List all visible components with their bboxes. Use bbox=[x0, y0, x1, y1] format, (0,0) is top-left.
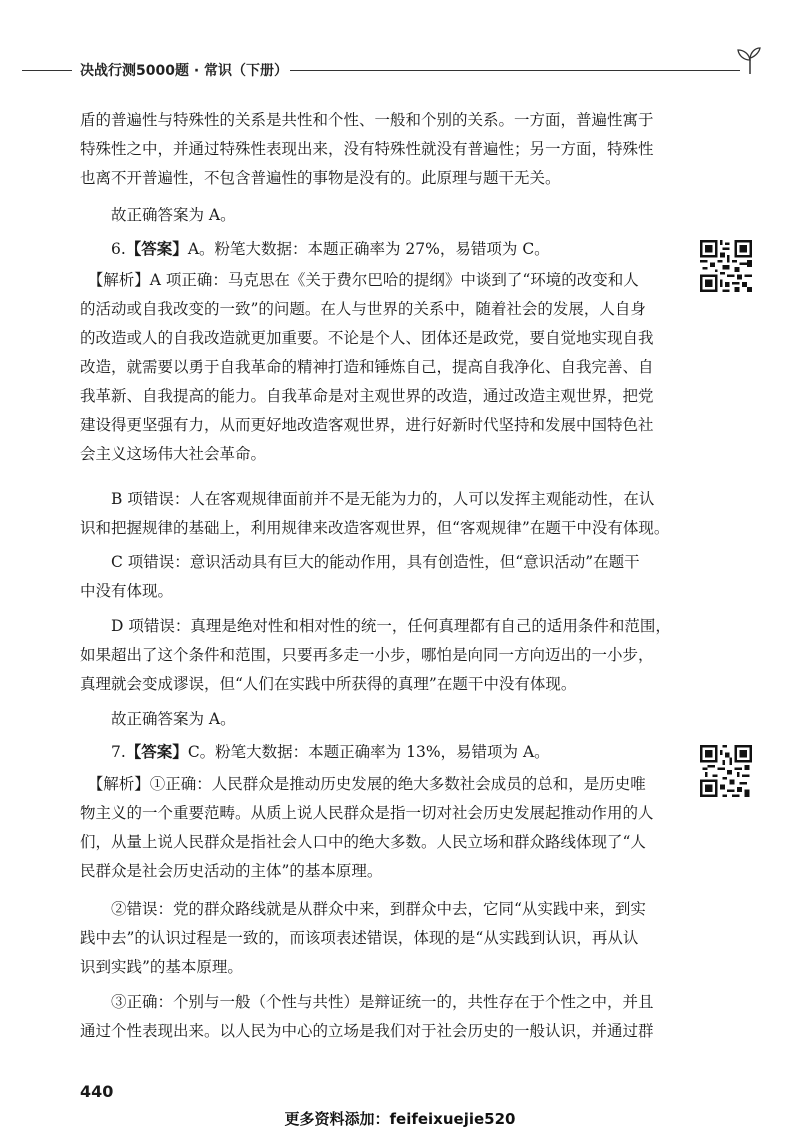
question-7-analysis bbox=[80, 770, 680, 886]
option-d-analysis bbox=[80, 612, 680, 699]
text-line: D 项错误：真理是绝对性和相对性的统一，任何真理都有自己的适用条件和范围， bbox=[80, 617, 671, 635]
page-number: 440 bbox=[80, 1082, 114, 1101]
text-line: 识和把握规律的基础上，利用规律来改造客观世界，但“客观规律”在题干中没有体现。 bbox=[80, 519, 670, 537]
text-line: ②错误：党的群众路线就是从群众中来，到群众中去，它同“从实践中来，到实 bbox=[80, 900, 646, 918]
option-c-analysis bbox=[80, 548, 680, 606]
text-line: 的活动或自我改变的一致”的问题。在人与世界的关系中，随着社会的发展，人自身 bbox=[80, 300, 646, 318]
text-line: C 项错误：意识活动具有巨大的能动作用，具有创造性，但“意识活动”在题干 bbox=[80, 553, 640, 571]
text-line: 们，从量上说人民群众是指社会人口中的绝大多数。人民立场和群众路线体现了“人 bbox=[80, 833, 646, 851]
item-3-analysis bbox=[80, 988, 680, 1046]
text-line: 我革新、自我提高的能力。自我革命是对主观世界的改造，通过改造主观世界，把党 bbox=[80, 387, 654, 405]
text-line: 物主义的一个重要范畴。从质上说人民群众是指一切对社会历史发展起推动作用的人 bbox=[80, 804, 654, 822]
running-header bbox=[22, 58, 758, 82]
question-7-answer bbox=[80, 737, 680, 766]
text-line: 识到实践”的基本原理。 bbox=[80, 958, 243, 976]
book-title: 决战行测5000题 · 常识（下册） bbox=[80, 63, 289, 79]
text-line: 故正确答案为 A。 bbox=[80, 710, 236, 728]
text-line: 【解析】A 项正确：马克思在《关于费尔巴哈的提纲》中谈到了“环境的改变和人 bbox=[80, 271, 639, 289]
qr-code-icon bbox=[700, 240, 752, 292]
item-2-analysis bbox=[80, 895, 680, 982]
paragraph-continuation bbox=[80, 106, 680, 193]
text-line: 特殊性之中，并通过特殊性表现出来，没有特殊性就没有普遍性；另一方面，特殊性 bbox=[80, 140, 654, 158]
text-line: 真理就会变成谬误，但“人们在实践中所获得的真理”在题干中没有体现。 bbox=[80, 675, 577, 693]
text-line: 践中去”的认识过程是一致的，而该项表述错误，体现的是“从实践到认识，再从认 bbox=[80, 929, 639, 947]
qr-code-icon bbox=[700, 745, 752, 797]
text-line: 建设得更坚强有力，从而更好地改造客观世界，进行好新时代坚持和发展中国特色社 bbox=[80, 416, 654, 434]
sprout-icon bbox=[734, 44, 766, 76]
answer-label: 【答案】 bbox=[125, 239, 188, 258]
text-line: 的改造或人的自我改造就更加重要。不论是个人、团体还是政党，要自觉地实现自我 bbox=[80, 329, 654, 347]
option-b-analysis bbox=[80, 485, 680, 543]
answer-conclusion bbox=[80, 705, 680, 734]
footer-watermark: 更多资料添加：feifeixuejie520 bbox=[284, 1110, 516, 1128]
question-6-analysis bbox=[80, 266, 680, 469]
answer-conclusion bbox=[80, 201, 680, 230]
text-line bbox=[80, 737, 680, 766]
text-line: 也离不开普遍性，不包含普遍性的事物是没有的。此原理与题干无关。 bbox=[80, 169, 561, 187]
header-rule-left bbox=[22, 70, 72, 71]
text-line: 中没有体现。 bbox=[80, 582, 174, 600]
text-line: ③正确：个别与一般（个性与共性）是辩证统一的，共性存在于个性之中，并且 bbox=[80, 993, 654, 1011]
text-line: 盾的普遍性与特殊性的关系是共性和个性、一般和个别的关系。一方面，普遍性寓于 bbox=[80, 111, 654, 129]
question-6-answer bbox=[80, 234, 680, 263]
question-number: 6. bbox=[80, 240, 126, 258]
answer-label: 【答案】 bbox=[125, 742, 188, 761]
text-line: 改造，就需要以勇于自我革命的精神打造和锤炼自己，提高自我净化、自我完善、自 bbox=[80, 358, 654, 376]
text-line: 会主义这场伟大社会革命。 bbox=[80, 445, 267, 463]
text-line bbox=[80, 234, 680, 263]
answer-text: C。粉笔大数据：本题正确率为 13%，易错项为 A。 bbox=[187, 743, 550, 761]
text-line: 【解析】①正确：人民群众是推动历史发展的绝大多数社会成员的总和，是历史唯 bbox=[80, 775, 646, 793]
header-rule-right bbox=[290, 70, 740, 71]
text-line: 民群众是社会历史活动的主体”的基本原理。 bbox=[80, 862, 383, 880]
text-line: 故正确答案为 A。 bbox=[80, 206, 236, 224]
text-line: 通过个性表现出来。以人民为中心的立场是我们对于社会历史的一般认识，并通过群 bbox=[80, 1022, 654, 1040]
answer-text: A。粉笔大数据：本题正确率为 27%，易错项为 C。 bbox=[187, 240, 550, 258]
text-line: B 项错误：人在客观规律面前并不是无能为力的，人可以发挥主观能动性，在认 bbox=[80, 490, 655, 508]
question-number: 7. bbox=[80, 743, 126, 761]
text-line: 如果超出了这个条件和范围，只要再多走一小步，哪怕是向同一方向迈出的一小步， bbox=[80, 646, 654, 664]
